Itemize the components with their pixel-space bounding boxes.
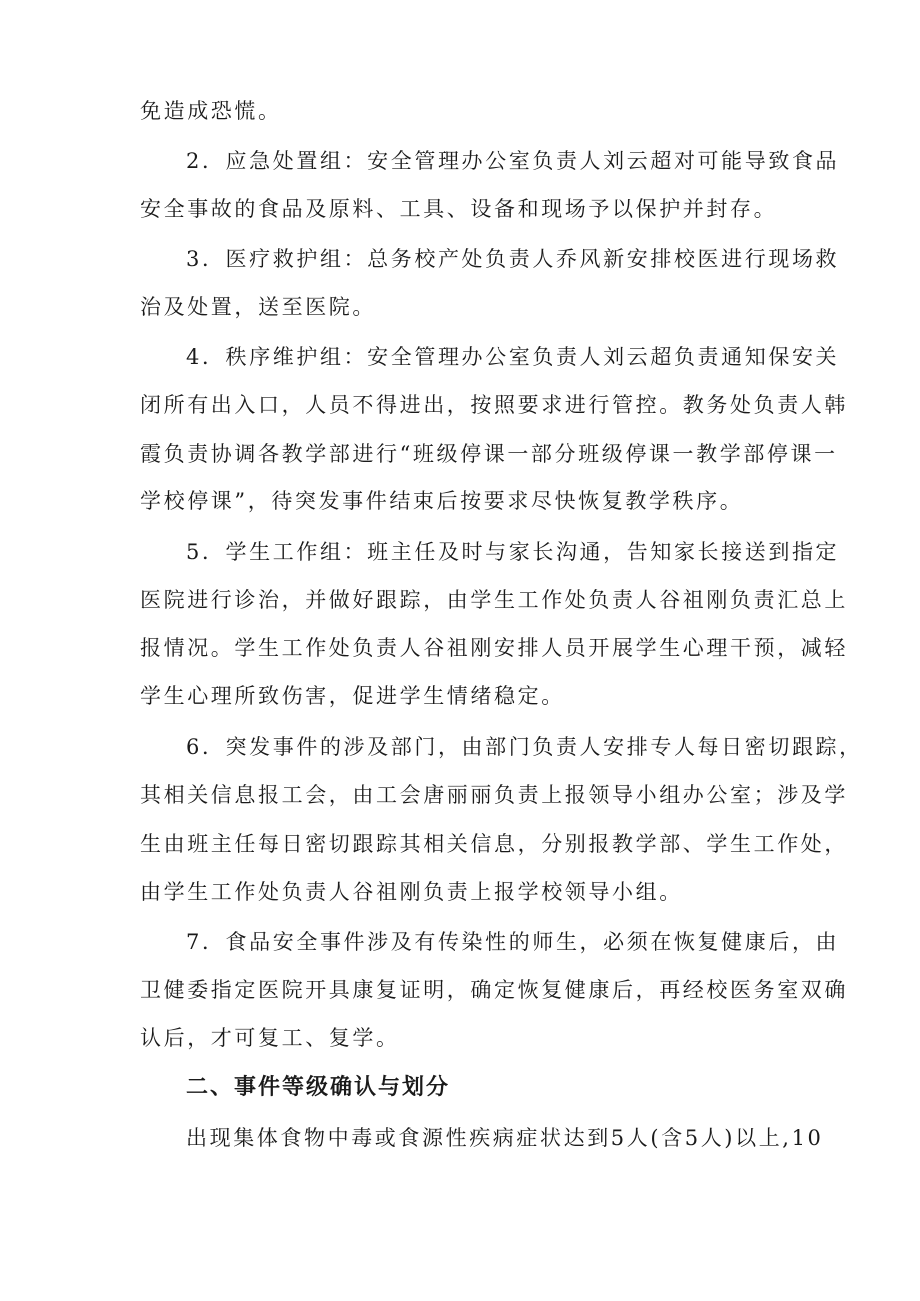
text-line: 报情况。学生工作处负责人谷祖刚安排人员开展学生心理干预，减轻 — [140, 636, 848, 660]
text-line: 生由班主任每日密切跟踪其相关信息，分别报教学部、学生工作处， — [140, 832, 848, 856]
text-line: 4．秩序维护组：安全管理办公室负责人刘云超负责通知保安关 — [186, 345, 840, 369]
text-line: 霞负责协调各教学部进行“班级停课一部分班级停课一教学部停课一 — [140, 442, 838, 466]
text-line: 7．食品安全事件涉及有传染性的师生，必须在恢复健康后，由 — [186, 930, 840, 954]
text-line: 认后，才可复工、复学。 — [140, 1026, 400, 1050]
text-line: 安全事故的食品及原料、工具、设备和现场予以保护并封存。 — [140, 197, 778, 221]
text-line: 2．应急处置组：安全管理办公室负责人刘云超对可能导致食品 — [186, 149, 840, 173]
text-line: 学生心理所致伤害，促进学生情绪稳定。 — [140, 684, 565, 708]
text-line: 医院进行诊治，并做好跟踪，由学生工作处负责人谷祖刚负责汇总上 — [140, 588, 848, 612]
text-line: 3．医疗救护组：总务校产处负责人乔风新安排校医进行现场救 — [186, 247, 840, 271]
text-line: 6．突发事件的涉及部门，由部门负责人安排专人每日密切跟踪， — [186, 735, 863, 759]
text-line: 学校停课”，待突发事件结束后按要求尽快恢复教学秩序。 — [140, 489, 744, 513]
text-line: 5．学生工作组：班主任及时与家长沟通，告知家长接送到指定 — [186, 540, 840, 564]
text-line: 闭所有出入口，人员不得进出，按照要求进行管控。教务处负责人韩 — [140, 393, 848, 417]
section-heading: 二、事件等级确认与划分 — [186, 1075, 451, 1100]
text-line: 卫健委指定医院开具康复证明，确定恢复健康后，再经校医务室双确 — [140, 978, 848, 1002]
text-line: 治及处置，送至医院。 — [140, 295, 376, 319]
text-line: 免造成恐慌。 — [140, 99, 282, 123]
text-line: 出现集体食物中毒或食源性疾病症状达到5人(含5人)以上,10 — [186, 1126, 824, 1150]
text-line: 由学生工作处负责人谷祖刚负责上报学校领导小组。 — [140, 880, 683, 904]
text-line: 其相关信息报工会，由工会唐丽丽负责上报领导小组办公室；涉及学 — [140, 783, 848, 807]
